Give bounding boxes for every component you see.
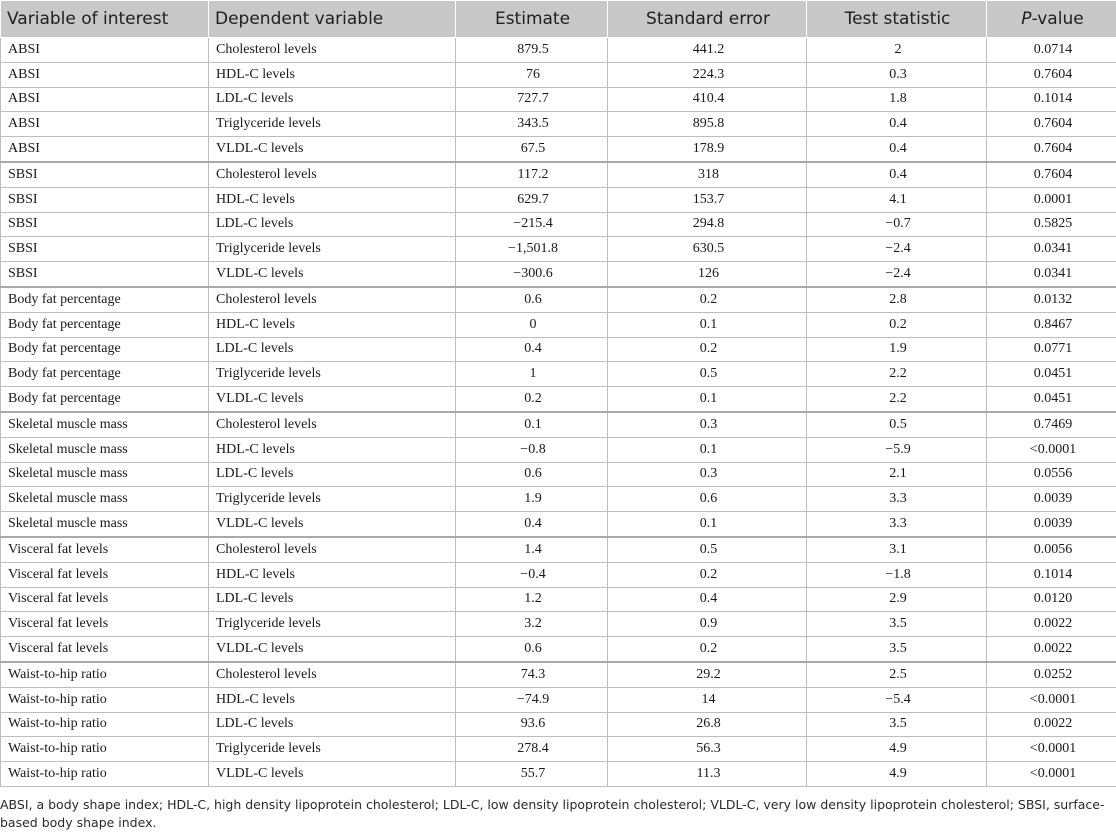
cell-dependent-variable: LDL-C levels [209,87,456,112]
cell-variable-of-interest: Waist-to-hip ratio [1,737,209,762]
cell-test-statistic: 2.8 [807,287,987,312]
cell-dependent-variable: HDL-C levels [209,562,456,587]
cell-standard-error: 895.8 [608,112,807,137]
table-footnote: ABSI, a body shape index; HDL-C, high density lipoprotein cholesterol; LDL-C, low density lipoprotein cholesterol; VLDL-C, very low density lipoprotein cholesterol; SBSI, surface-based body shape index. [0,797,1105,830]
cell-test-statistic: 0.3 [807,62,987,87]
cell-standard-error: 29.2 [608,662,807,687]
header-variable-of-interest: Variable of interest [1,1,209,38]
cell-p-value: <0.0001 [987,687,1116,712]
cell-p-value: 0.7604 [987,62,1116,87]
table-row [1,537,1116,562]
cell-dependent-variable: VLDL-C levels [209,262,456,287]
cell-test-statistic: −2.4 [807,237,987,262]
table-header [1,1,1116,38]
cell-standard-error: 178.9 [608,137,807,162]
table-row [1,487,1116,512]
table-row [1,187,1116,212]
cell-dependent-variable: HDL-C levels [209,187,456,212]
table-row [1,712,1116,737]
cell-p-value: 0.0039 [987,512,1116,537]
cell-p-value: 0.0252 [987,662,1116,687]
table-row [1,262,1116,287]
cell-estimate: −1,501.8 [456,237,608,262]
table-row [1,612,1116,637]
cell-standard-error: 56.3 [608,737,807,762]
cell-dependent-variable: HDL-C levels [209,312,456,337]
cell-dependent-variable: Triglyceride levels [209,612,456,637]
cell-variable-of-interest: Body fat percentage [1,362,209,387]
cell-p-value: 0.0556 [987,462,1116,487]
cell-test-statistic: 4.9 [807,737,987,762]
cell-test-statistic: 0.4 [807,112,987,137]
cell-standard-error: 14 [608,687,807,712]
table-row [1,662,1116,687]
cell-p-value: 0.0039 [987,487,1116,512]
cell-variable-of-interest: Visceral fat levels [1,587,209,612]
cell-dependent-variable: Cholesterol levels [209,162,456,187]
cell-variable-of-interest: SBSI [1,162,209,187]
cell-standard-error: 318 [608,162,807,187]
table-row [1,687,1116,712]
cell-dependent-variable: Cholesterol levels [209,38,456,63]
cell-test-statistic: 3.5 [807,712,987,737]
cell-estimate: −300.6 [456,262,608,287]
cell-estimate: 727.7 [456,87,608,112]
cell-dependent-variable: Cholesterol levels [209,287,456,312]
cell-p-value: 0.0022 [987,712,1116,737]
cell-variable-of-interest: SBSI [1,262,209,287]
table-row [1,38,1116,63]
cell-estimate: 0.6 [456,287,608,312]
cell-test-statistic: −1.8 [807,562,987,587]
cell-p-value: 0.1014 [987,562,1116,587]
table-row [1,87,1116,112]
cell-dependent-variable: Cholesterol levels [209,662,456,687]
cell-variable-of-interest: ABSI [1,38,209,63]
cell-estimate: 0.4 [456,512,608,537]
cell-estimate: 0.6 [456,637,608,662]
table-row [1,362,1116,387]
cell-variable-of-interest: SBSI [1,212,209,237]
cell-variable-of-interest: Body fat percentage [1,337,209,362]
cell-standard-error: 0.5 [608,362,807,387]
cell-test-statistic: 0.4 [807,162,987,187]
header-p-value [987,1,1116,38]
table-row [1,387,1116,412]
cell-estimate: 117.2 [456,162,608,187]
cell-test-statistic: 3.5 [807,637,987,662]
cell-p-value: 0.7604 [987,162,1116,187]
cell-estimate: 0.2 [456,387,608,412]
cell-dependent-variable: Triglyceride levels [209,737,456,762]
cell-variable-of-interest: Body fat percentage [1,287,209,312]
cell-p-value: 0.1014 [987,87,1116,112]
cell-variable-of-interest: Visceral fat levels [1,612,209,637]
table-row [1,562,1116,587]
cell-dependent-variable: VLDL-C levels [209,137,456,162]
cell-estimate: −0.8 [456,437,608,462]
cell-standard-error: 26.8 [608,712,807,737]
cell-variable-of-interest: ABSI [1,137,209,162]
cell-test-statistic: 4.9 [807,762,987,787]
cell-estimate: 3.2 [456,612,608,637]
header-test-statistic: Test statistic [807,1,987,38]
cell-standard-error: 126 [608,262,807,287]
cell-p-value: 0.0022 [987,612,1116,637]
cell-variable-of-interest: Visceral fat levels [1,537,209,562]
cell-dependent-variable: VLDL-C levels [209,762,456,787]
cell-test-statistic: 1.9 [807,337,987,362]
cell-standard-error: 0.2 [608,287,807,312]
cell-p-value: 0.0022 [987,637,1116,662]
cell-standard-error: 630.5 [608,237,807,262]
cell-dependent-variable: HDL-C levels [209,437,456,462]
cell-variable-of-interest: Skeletal muscle mass [1,412,209,437]
cell-estimate: 67.5 [456,137,608,162]
cell-standard-error: 410.4 [608,87,807,112]
cell-dependent-variable: VLDL-C levels [209,637,456,662]
cell-standard-error: 0.2 [608,637,807,662]
table-row [1,412,1116,437]
cell-test-statistic: −2.4 [807,262,987,287]
cell-p-value: 0.0120 [987,587,1116,612]
table-row [1,337,1116,362]
cell-p-value: 0.0056 [987,537,1116,562]
table-body [1,38,1116,787]
cell-dependent-variable: LDL-C levels [209,712,456,737]
cell-estimate: 0.4 [456,337,608,362]
cell-test-statistic: 2.9 [807,587,987,612]
cell-test-statistic: 0.2 [807,312,987,337]
cell-standard-error: 0.6 [608,487,807,512]
cell-test-statistic: 0.4 [807,137,987,162]
cell-estimate: 343.5 [456,112,608,137]
cell-p-value: 0.7604 [987,137,1116,162]
cell-estimate: 1.2 [456,587,608,612]
header-row [1,1,1116,38]
table-row [1,637,1116,662]
cell-p-value: <0.0001 [987,737,1116,762]
cell-estimate: 278.4 [456,737,608,762]
cell-variable-of-interest: SBSI [1,187,209,212]
cell-variable-of-interest: ABSI [1,62,209,87]
cell-standard-error: 153.7 [608,187,807,212]
cell-estimate: 879.5 [456,38,608,63]
cell-variable-of-interest: Skeletal muscle mass [1,437,209,462]
table-row [1,112,1116,137]
cell-test-statistic: 1.8 [807,87,987,112]
cell-p-value: 0.0451 [987,387,1116,412]
cell-dependent-variable: Triglyceride levels [209,362,456,387]
cell-standard-error: 11.3 [608,762,807,787]
cell-p-value: 0.0132 [987,287,1116,312]
cell-dependent-variable: VLDL-C levels [209,387,456,412]
cell-standard-error: 0.9 [608,612,807,637]
table-row [1,237,1116,262]
cell-variable-of-interest: SBSI [1,237,209,262]
cell-variable-of-interest: Waist-to-hip ratio [1,662,209,687]
header-estimate: Estimate [456,1,608,38]
table-row [1,137,1116,162]
cell-standard-error: 0.5 [608,537,807,562]
cell-test-statistic: 2.2 [807,362,987,387]
cell-test-statistic: −0.7 [807,212,987,237]
table-row [1,62,1116,87]
cell-variable-of-interest: Visceral fat levels [1,637,209,662]
cell-standard-error: 294.8 [608,212,807,237]
header-dependent-variable: Dependent variable [209,1,456,38]
cell-dependent-variable: Triglyceride levels [209,487,456,512]
cell-test-statistic: 3.3 [807,512,987,537]
cell-p-value: 0.0771 [987,337,1116,362]
cell-test-statistic: 4.1 [807,187,987,212]
cell-estimate: 629.7 [456,187,608,212]
cell-standard-error: 0.3 [608,412,807,437]
cell-variable-of-interest: Skeletal muscle mass [1,462,209,487]
cell-estimate: 1 [456,362,608,387]
cell-estimate: 76 [456,62,608,87]
cell-p-value: <0.0001 [987,437,1116,462]
table-row [1,587,1116,612]
cell-p-value: 0.0451 [987,362,1116,387]
cell-dependent-variable: Cholesterol levels [209,537,456,562]
cell-standard-error: 0.1 [608,387,807,412]
cell-test-statistic: 3.5 [807,612,987,637]
cell-standard-error: 0.2 [608,562,807,587]
cell-estimate: 0 [456,312,608,337]
cell-standard-error: 0.1 [608,437,807,462]
cell-test-statistic: 3.3 [807,487,987,512]
cell-dependent-variable: HDL-C levels [209,687,456,712]
cell-dependent-variable: Triglyceride levels [209,112,456,137]
cell-test-statistic: 2 [807,38,987,63]
table-row [1,462,1116,487]
cell-estimate: 93.6 [456,712,608,737]
header-p-suffix: -value [1031,9,1084,29]
cell-estimate: 0.1 [456,412,608,437]
cell-standard-error: 441.2 [608,38,807,63]
cell-estimate: 1.9 [456,487,608,512]
cell-p-value: 0.0001 [987,187,1116,212]
cell-estimate: −215.4 [456,212,608,237]
cell-test-statistic: 3.1 [807,537,987,562]
table-row [1,287,1116,312]
cell-p-value: 0.8467 [987,312,1116,337]
cell-p-value: <0.0001 [987,762,1116,787]
cell-variable-of-interest: Skeletal muscle mass [1,487,209,512]
table-row [1,312,1116,337]
table-row [1,212,1116,237]
cell-estimate: −0.4 [456,562,608,587]
cell-estimate: 0.6 [456,462,608,487]
cell-dependent-variable: LDL-C levels [209,337,456,362]
cell-standard-error: 0.2 [608,337,807,362]
cell-standard-error: 224.3 [608,62,807,87]
cell-variable-of-interest: Body fat percentage [1,387,209,412]
cell-dependent-variable: HDL-C levels [209,62,456,87]
cell-p-value: 0.0341 [987,237,1116,262]
cell-test-statistic: 2.2 [807,387,987,412]
cell-dependent-variable: VLDL-C levels [209,512,456,537]
cell-p-value: 0.0341 [987,262,1116,287]
cell-test-statistic: −5.4 [807,687,987,712]
table-row [1,437,1116,462]
cell-dependent-variable: Cholesterol levels [209,412,456,437]
cell-dependent-variable: Triglyceride levels [209,237,456,262]
cell-variable-of-interest: Visceral fat levels [1,562,209,587]
cell-variable-of-interest: Body fat percentage [1,312,209,337]
cell-p-value: 0.0714 [987,38,1116,63]
cell-estimate: 74.3 [456,662,608,687]
cell-test-statistic: 2.5 [807,662,987,687]
cell-p-value: 0.7469 [987,412,1116,437]
cell-dependent-variable: LDL-C levels [209,587,456,612]
cell-dependent-variable: LDL-C levels [209,462,456,487]
table-row [1,762,1116,787]
cell-standard-error: 0.1 [608,512,807,537]
cell-standard-error: 0.3 [608,462,807,487]
cell-dependent-variable: LDL-C levels [209,212,456,237]
cell-variable-of-interest: ABSI [1,112,209,137]
cell-test-statistic: 0.5 [807,412,987,437]
header-standard-error: Standard error [608,1,807,38]
table-row [1,512,1116,537]
cell-estimate: 1.4 [456,537,608,562]
cell-estimate: 55.7 [456,762,608,787]
table-row [1,162,1116,187]
cell-test-statistic: −5.9 [807,437,987,462]
cell-standard-error: 0.4 [608,587,807,612]
cell-variable-of-interest: Waist-to-hip ratio [1,712,209,737]
cell-estimate: −74.9 [456,687,608,712]
table-row [1,737,1116,762]
cell-variable-of-interest: Waist-to-hip ratio [1,762,209,787]
cell-p-value: 0.7604 [987,112,1116,137]
cell-test-statistic: 2.1 [807,462,987,487]
header-p-letter: P [1021,9,1032,29]
cell-variable-of-interest: Skeletal muscle mass [1,512,209,537]
cell-p-value: 0.5825 [987,212,1116,237]
cell-variable-of-interest: ABSI [1,87,209,112]
cell-variable-of-interest: Waist-to-hip ratio [1,687,209,712]
cell-standard-error: 0.1 [608,312,807,337]
